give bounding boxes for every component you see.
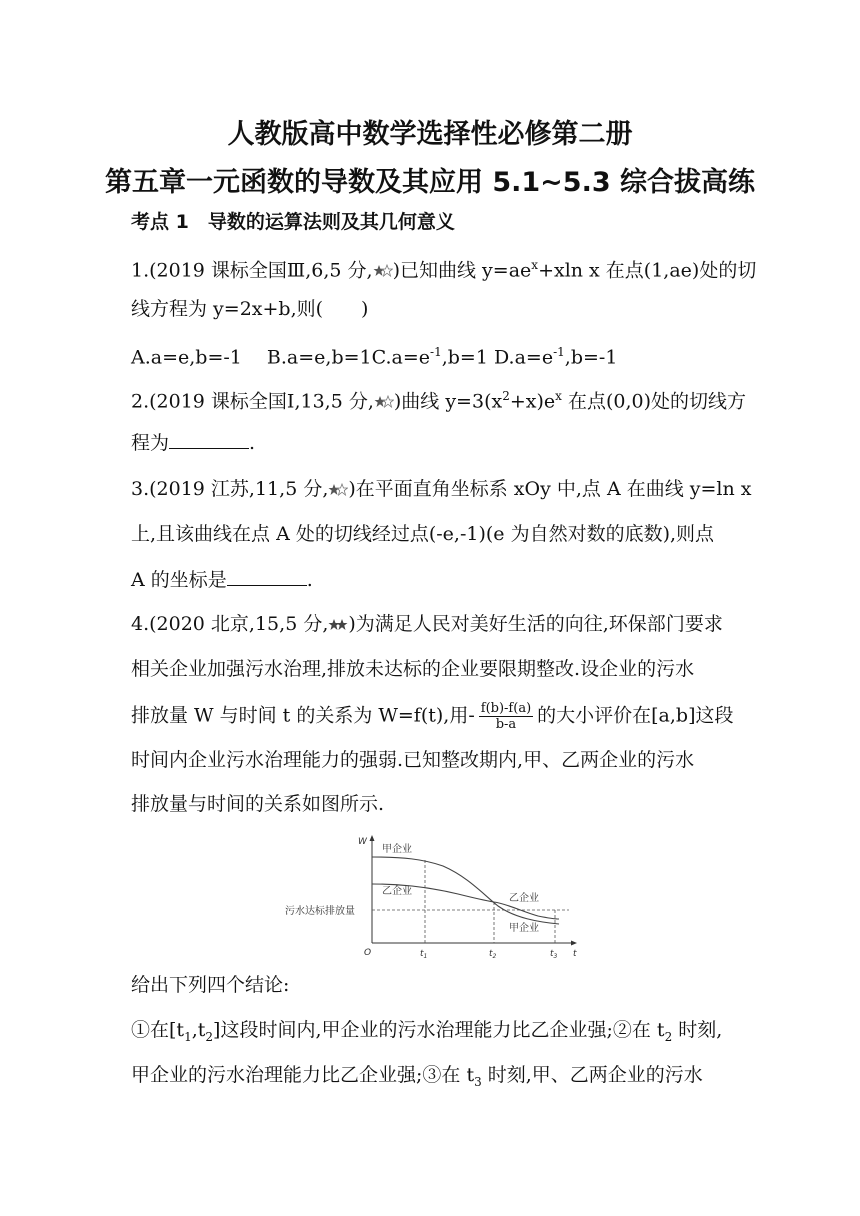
difficulty-star-icon	[328, 483, 348, 497]
q1-line1: 1.(2019 课标全国Ⅲ,6,5 分, )已知曲线 $y=ae^x+xln$ x 在点(1,ae)处的切	[131, 258, 757, 282]
doc-title: 人教版高中数学选择性必修第二册	[227, 119, 633, 150]
w-axis-arrow	[370, 835, 375, 841]
q4-line3: 排放量 W 与时间 t 的关系为 W=f(t),用- $\frac{f(b)-f(a)}{b-a}$ 的大小评价在[a,b]这段	[131, 701, 734, 732]
q4-line4: 时间内企业污水治理能力的强弱.已知整改期内,甲、乙两企业的污水	[131, 749, 695, 771]
difficulty-star-icon	[374, 395, 394, 409]
jia-label-top: 甲企业	[382, 844, 412, 855]
q2-line2: 程为 .	[131, 432, 256, 454]
t2-label: $t_2$	[489, 949, 497, 958]
difficulty-star-icon	[328, 618, 348, 632]
answer-blank	[169, 430, 249, 449]
answer-blank	[227, 567, 307, 586]
t-axis-label: t	[573, 949, 577, 958]
yi-label-right: 乙企业	[509, 893, 539, 904]
q4-line5: 排放量与时间的关系如图所示.	[131, 793, 385, 815]
q2-line1: 2.(2019 课标全国Ⅰ,13,5 分, )曲线 $y=3(x^2+x)e^x$ 在点(0,0)处的切线方	[131, 389, 747, 413]
w-axis-label: W	[358, 837, 367, 847]
q4-line2: 相关企业加强污水治理,排放未达标的企业要限期整改.设企业的污水	[131, 658, 695, 680]
q3-line3: A 的坐标是 .	[131, 569, 313, 591]
conclusions-line1: ①在$[t_1,t_2]$这段时间内,甲企业的污水治理能力比乙企业强;②在 $t_2$ 时刻,	[131, 1019, 723, 1044]
q3-line2: 上,且该曲线在点 A 处的切线经过点(-e,-1)(e 为自然对数的底数),则点	[131, 523, 715, 545]
section-heading: 考点 1 导数的运算法则及其几何意义	[131, 211, 455, 233]
yi-label-left: 乙企业	[382, 886, 412, 897]
origin-label: O	[364, 948, 372, 958]
t1-label: $t_1$	[420, 949, 428, 958]
q4-line1: 4.(2020 北京,15,5 分, )为满足人民对美好生活的向往,环保部门要求	[131, 613, 723, 635]
standard-label: 污水达标排放量	[285, 906, 355, 917]
emission-figure	[283, 832, 583, 958]
t-axis-arrow	[571, 941, 577, 946]
conclusions-intro: 给出下列四个结论:	[131, 974, 290, 996]
jia-label-right: 甲企业	[509, 923, 539, 934]
q1-options: A.a=e,b=-1 $B.a=e,b=1C.a=e^{-1},b=1$ $D.a=e^{-1},b=-1$	[131, 345, 618, 369]
conclusions-line2: 甲企业的污水治理能力比乙企业强;③在 $t_3$ 时刻,甲、乙两企业的污水	[131, 1064, 703, 1089]
difficulty-star-icon	[373, 264, 393, 278]
t3-label: $t_3$	[550, 949, 558, 958]
q1-line2: 线方程为 y=2x+b,则( )	[131, 298, 369, 320]
q3-line1: 3.(2019 江苏,11,5 分, )在平面直角坐标系 xOy 中,点 A 在曲线 y=ln x	[131, 478, 752, 500]
fraction: $\frac{f(b)-f(a)}{b-a}$	[480, 701, 532, 732]
doc-subtitle: 第五章一元函数的导数及其应用 5.1~5.3 综合拔高练	[104, 167, 756, 198]
